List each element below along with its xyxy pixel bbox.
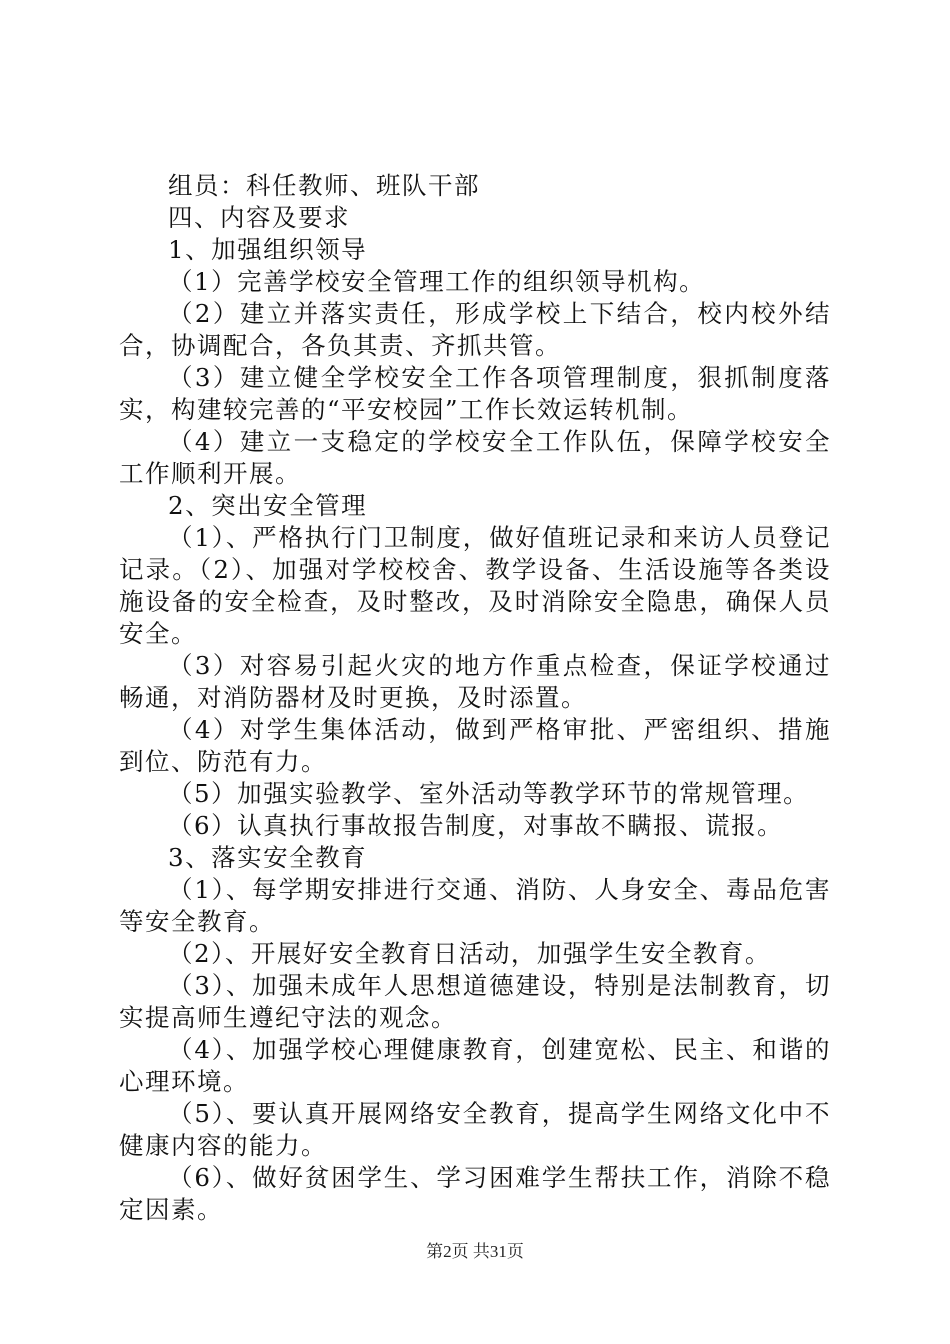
paragraph-item: （4）、加强学校心理健康教育，创建宽松、民主、和谐的心理环境。 [119,1035,831,1096]
subheading-safety-management: 2、突出安全管理 [168,491,368,520]
document-body [119,170,831,1226]
paragraph-item: （1）、每学期安排进行交通、消防、人身安全、毒品危害等安全教育。 [119,875,831,936]
heading-section-four: 四、内容及要求 [168,203,350,232]
paragraph-item: （2）、开展好安全教育日活动，加强学生安全教育。 [168,939,771,968]
subheading-safety-education: 3、落实安全教育 [168,843,368,872]
paragraph-item: （3）、加强未成年人思想道德建设，特别是法制教育，切实提高师生遵纪守法的观念。 [119,971,831,1032]
paragraph-item: （4）建立一支稳定的学校安全工作队伍，保障学校安全工作顺利开展。 [119,427,831,488]
paragraph-item: （5）加强实验教学、室外活动等教学环节的常规管理。 [168,779,810,808]
paragraph-item: （1）完善学校安全管理工作的组织领导机构。 [168,267,706,296]
subheading-organization: 1、加强组织领导 [168,235,368,264]
paragraph-item: （2）建立并落实责任，形成学校上下结合，校内校外结合，协调配合，各负其责、齐抓共管。 [119,299,831,360]
page-number-footer: 第2页 共31页 [426,1242,524,1261]
paragraph-item: （6）认真执行事故报告制度，对事故不瞒报、谎报。 [168,811,784,840]
paragraph-team-members: 组员：科任教师、班队干部 [168,171,480,200]
paragraph-item: （6）、做好贫困学生、学习困难学生帮扶工作，消除不稳定因素。 [119,1163,831,1224]
paragraph-item: （4）对学生集体活动，做到严格审批、严密组织、措施到位、防范有力。 [119,715,831,776]
paragraph-item: （5）、要认真开展网络安全教育，提高学生网络文化中不健康内容的能力。 [119,1099,831,1160]
paragraph-item: （3）对容易引起火灾的地方作重点检查，保证学校通过畅通，对消防器材及时更换，及时添置。 [119,651,831,712]
paragraph-item: （1）、严格执行门卫制度，做好值班记录和来访人员登记记录。（2）、加强对学校校舍、教学设备、生活设施等各类设施设备的安全检查，及时整改，及时消除安全隐患，确保人员安全。 [119,523,831,648]
paragraph-item: （3）建立健全学校安全工作各项管理制度，狠抓制度落实，构建较完善的“平安校园”工作长效运转机制。 [119,363,831,424]
